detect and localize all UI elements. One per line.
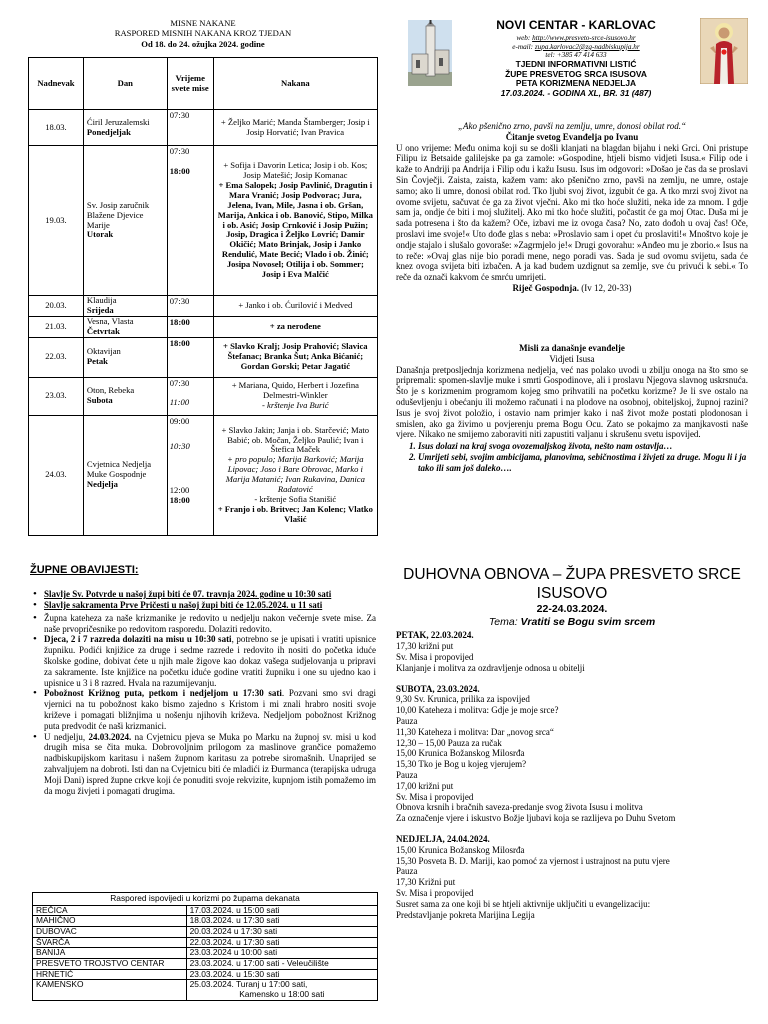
mass-intention: + Slavko Jakin; Janja i ob. Starčević; Mato Babić; ob. Močan, Željko Paulić; Ivan i Štefica Maček	[221, 424, 370, 455]
reflection-section	[396, 343, 748, 474]
mass-intention: + Janko i ob. Ćurilović i Medved	[238, 299, 353, 310]
mass-times	[167, 415, 213, 535]
notice-highlight: Slavlje Sv. Potvrde u našoj župi biti će 07. travnja 2024. godine u 10:30 sati	[44, 589, 332, 600]
mass-time: 18:00	[169, 165, 190, 176]
mass-intention: - krštenje Sofia Stanišić	[254, 493, 337, 504]
retreat-theme: Vratiti se Bogu svim srcem	[520, 615, 656, 628]
schedule-date: 20.03.	[29, 296, 84, 317]
weekday: Utorak	[86, 229, 114, 240]
weekday: Nedjelja	[86, 478, 118, 489]
retreat-program-line: Obnova krsnih i bračnih saveza-predanje svog života Isusu i molitva	[396, 802, 643, 813]
retreat-program-line: Pauza	[396, 769, 418, 780]
confession-parish: MAHIČNO	[33, 916, 187, 927]
schedule-row	[29, 337, 378, 377]
retreat-dates: 22-24.03.2024.	[536, 603, 608, 616]
mass-intention: + za nerođene	[269, 320, 321, 331]
web-line	[455, 34, 697, 42]
notice-bold: 24.03.2024.	[88, 731, 132, 742]
mass-times	[167, 110, 213, 146]
bulletin-header	[455, 18, 697, 99]
retreat-program-line: Sv. Misa i propovijed	[396, 887, 474, 898]
retreat-day-title: NEDJELJA, 24.04.2024.	[396, 833, 490, 844]
confession-parish: KAMENSKO	[33, 980, 187, 1000]
confession-row	[33, 948, 378, 959]
schedule-row	[29, 110, 378, 146]
retreat-program-line: 17,30 križni put	[396, 641, 454, 652]
retreat-program-line: 15,30 Posveta B. D. Mariji, kao pomoć za vjernost i ustrajnost na putu vjere	[396, 855, 670, 866]
confession-time-line: 22.03.2024. u 17:30 sati	[189, 936, 280, 947]
email-link[interactable]: zupa.karlovac2@zg-nadbiskupija.hr	[534, 42, 640, 51]
confession-time	[186, 948, 377, 959]
gospel-text: U ono vrijeme: Među onima koji su se došli klanjati na blagdan bijahu i neki Grci. Oni pristupe Filipu iz Betsaide galilejske pa ga zamole: »Gospodine, htjeli bismo vidjeti Isusa.« Filip ode i kaže to Andriji pa Andrija i Filip odu i kažu Isusu. Isus im odgovori: »Došao je čas da se proslavi Sin Čovječji. Zaista, zaista, kažem vam: ako pšenično zrno, pavši na zemlju, ne umre, ostaje samo; ako li umre, donosi obilat rod. Tko ljubi svoj život, izgubit će ga. A tko mrzi svoj život na ovome svijetu, sačuvat će ga za život vječni. Ako mi tko hoće služiti, neka ide za mnom. I gdje sam ja, ondje će biti i moj služitelj. Ako mi tko hoće služiti, počastit će ga moj Otac. Duša mi je sada potresena i što da kažem? Oče, izbavi me iz ovoga časa? No, zato dođoh u ovaj čas! Oče, proslavi ime svoje!« Uto dođe glas s neba: »Proslavio sam i opet ću proslaviti!« Mnoštvo koje je ondje stajalo i slušalo govoraše: »Zagrmjelo je!« Drugi govorahu: »Anđeo mu je zborio.« Isus na to reče: »Ovaj glas nije bio poradi mene, nego poradi vas. Sada je sud ovomu svijetu, sada će knez ovoga svijeta biti izbačen. A ja kad budem uzdignut sa zemlje, sve ću privući k sebi.« To reče da označi kakvom će smrću umrijeti.	[396, 142, 748, 283]
reflection-point: 2. Umrijeti sebi, svojim ambicijama, planovima, sebičnostima i živjeti za druge. Mogu li i ja tako ili sam još daleko….	[418, 452, 748, 474]
notice-item	[30, 613, 376, 635]
notice-item	[30, 732, 376, 797]
confession-time	[186, 916, 377, 927]
saint-name: Cvjetnica Nedjelja Muke Gospodnje	[86, 459, 152, 480]
mass-intention: + Ema Salopek; Josip Pavlinić, Dragutin i Mara Vranić; Josip Podvorac; Jura, Jelena, Ivan, Mile, Jasna i ob. Gršan, Marija, Ankica i ob. Banović, Stipo, Milka i ob. Asić; Josip Crnković i Josip Pužin; Josip, Dragica i Željko Lovrić; Damir Okičić; Mato Brinjak, Josip i Janko Rendulić, Mate Becić; Vlado i ob. Žinić; Josipa Novosel; Otilija i ob. Sommer; Josip i Eva Malčić	[217, 180, 373, 279]
retreat-program-line: 12,30 – 15,00 Pauza za ručak	[396, 737, 502, 748]
mass-intention: - krštenje Iva Burić	[262, 399, 329, 410]
confession-schedule-table	[32, 892, 378, 1001]
bulletin-line2: ŽUPE PRESVETOG SRCA ISUSOVA	[505, 68, 647, 79]
confession-row	[33, 958, 378, 969]
mass-time: 07:30	[169, 110, 190, 120]
email-label: e-mail:	[512, 42, 534, 51]
church-photo-icon	[408, 20, 452, 86]
web-label: web:	[516, 34, 531, 43]
notice-prefix: U nedjelju,	[44, 731, 89, 742]
retreat-theme-label: Tema:	[488, 615, 518, 628]
retreat-program-line: Klanjanje i molitva za ozdravljenje odnosa u obitelji	[396, 662, 585, 673]
mass-intention: + Sofija i Davorin Letica; Josip i ob. Kos; Josip Matešić; Josip Komanac	[223, 160, 368, 181]
retreat-program-line: 15,00 Krunica Božanskog Milosrđa	[396, 844, 525, 855]
confession-time	[186, 958, 377, 969]
notice-bold: Djeca, 2 i 7 razreda dolaziti na misu u 10:30 sati	[44, 634, 232, 645]
reflection-points	[418, 441, 748, 473]
confession-row	[33, 926, 378, 937]
schedule-day	[83, 110, 167, 146]
gospel-closing-line	[396, 283, 748, 294]
retreat-day-title: PETAK, 22.03.2024.	[396, 630, 474, 641]
schedule-heading-line2: RASPORED MISNIH NAKANA KROZ TJEDAN	[114, 28, 292, 39]
retreat-program-line: 15,30 Tko je Bog u kojeg vjerujem?	[396, 759, 527, 770]
mass-times	[167, 337, 213, 377]
mass-time: 07:30	[169, 296, 190, 306]
retreat-program-line: Predstavljanje pokreta Marijina Legija	[396, 909, 535, 920]
notice-text: na Cvjetnicu pjeva se Muka po Marku na župnoj sv. misi u kod drugih misa se čita muka. Dobrovoljnim prilogom za maslinove grančice pomažemo nadbiskupijskom karitasu i našem župnom karitasu za potrebe siromašnih. Unaprijed se zahvaljujem na dobroti. Isti dan na Cvjetnicu biti će mladići iz Đurmanca (terapijska udruga Moji Dani) ispred župne crkve koji će ponuditi svoje rekvizite, kupnjom istih pomažemo im da mogu živjeti i pomagati drugima.	[44, 731, 376, 796]
schedule-date: 22.03.	[29, 337, 84, 377]
saint-name: Oktavijan	[86, 346, 121, 357]
col-header-intentions: Nakana	[213, 58, 377, 110]
sacred-heart-image-icon	[700, 18, 748, 84]
reflection-text: Današnja pretposljednja korizmena nedjelja, već nas polako uvodi u zbilju onoga na što smo se pripremali: spomen-slavlje muke i smrti Gospodinove, ali i proslavu Njegova slavnog uskrsnuća. Što je s korizmenim programom kojeg smo prihvatili na početku korizme? Je li sve ostalo na oduševljenju i obećanju ili možemo računati i na plodove na osobnoj, obiteljskoj, župnoj razini? Isus je svoj život položio, i ostavio nam primjer kako i naš život može postati plodonosan i smislen, ako ga živimo u povjerenju prema Bogu Ocu. Zato se pokajmo za manjkavosti naše vjere. Nikako ne smijemo zaboraviti niti zapustiti valjanu i skrušenu svetu ispovijed.	[396, 364, 748, 440]
schedule-heading-line1: MISNE NAKANE	[170, 18, 236, 28]
confession-time-line: 18.03.2024. u 17:30 sati	[189, 915, 280, 926]
notice-item	[30, 589, 376, 600]
confession-time	[186, 980, 377, 1000]
notice-item	[30, 634, 376, 688]
saint-name: Oton, Rebeka	[86, 385, 135, 396]
saint-name: Vesna, Vlasta	[86, 315, 134, 326]
saint-name: Ćiril Jeruzalemski	[86, 116, 150, 127]
mass-time: 09:00	[169, 415, 190, 426]
mass-intentions	[213, 337, 377, 377]
schedule-day	[83, 316, 167, 337]
schedule-date: 21.03.	[29, 316, 84, 337]
retreat-day	[396, 630, 748, 673]
gospel-heading: Čitanje svetog Evanđelja po Ivanu	[505, 131, 639, 142]
mass-intention: + Franjo i ob. Britvec; Jan Kolenc; Vlatko Vlašić	[217, 503, 373, 524]
schedule-heading	[28, 18, 378, 49]
mass-time: 07:30	[169, 377, 190, 388]
col-header-day: Dan	[83, 58, 167, 110]
bulletin-line1: TJEDNI INFORMATIVNI LISTIĆ	[515, 58, 637, 69]
mass-time: 18:00	[169, 495, 190, 506]
mass-intentions	[213, 146, 377, 296]
mass-time: 18:00	[169, 337, 190, 348]
notices-list	[30, 589, 376, 796]
mass-intention: + Željko Marić; Manda Štamberger; Josip i Josip Horvatić; Ivan Pravica	[220, 116, 370, 137]
confession-time	[186, 926, 377, 937]
notice-text: . Pozvani smo svi dragi vjernici na tu pobožnost kako bismo zajedno s Kristom i mi znali hrabro nositi svoje križeve i pomagati bližnjima u nošenju njihovih križeva. Nedjeljom pobožnost Križnog puta predvodit će naši krizmanici.	[44, 688, 376, 731]
mass-intention: + pro populo; Marija Barković; Marija Lipovac; Joso i Bare Obrovac, Marko i Marija Matanić; Ivan Rukavina, Danica Radatović	[225, 454, 365, 494]
mass-intentions	[213, 377, 377, 415]
retreat-program-line: Pauza	[396, 866, 418, 877]
retreat-day	[396, 684, 748, 824]
retreat-theme-line	[396, 616, 748, 629]
notice-text: Župna kateheza za naše krizmanike je redovito u nedjelju nakon večernje svete mise. Za naše prvopričesnike po redovitom rasporedu. Dolaziti redovito.	[44, 612, 376, 634]
schedule-row	[29, 316, 378, 337]
confession-parish: DUBOVAC	[33, 926, 187, 937]
confession-time-line: 25.03.2024. Turanj u 17:00 sati,	[189, 979, 308, 990]
mass-time: 11:00	[169, 397, 190, 408]
confession-row	[33, 905, 378, 916]
schedule-day	[83, 415, 167, 535]
schedule-day	[83, 337, 167, 377]
schedule-body	[29, 110, 378, 536]
confession-parish: ŠVARČA	[33, 937, 187, 948]
mass-intentions	[213, 296, 377, 317]
mass-time: 10:30	[169, 441, 190, 452]
confession-time-line: 20.03.2024 u 17:30 sati	[189, 925, 278, 936]
schedule-day	[83, 296, 167, 317]
schedule-subheading: Od 18. do 24. ožujka 2024. godine	[141, 38, 265, 49]
retreat-program-line: Sv. Misa i propovijed	[396, 791, 474, 802]
schedule-date: 24.03.	[29, 415, 84, 535]
schedule-date: 19.03.	[29, 146, 84, 296]
retreat-program-line: 9,30 Sv. Krunica, prilika za ispovijed	[396, 694, 530, 705]
confession-time-line: 17.03.2024. u 15:00 sati	[189, 904, 280, 915]
mass-time: 07:30	[169, 146, 190, 156]
confession-time-line: 23.03.2024. u 17:00 sati - Veleučilište	[189, 957, 329, 968]
retreat-program-line: Sv. Misa i propovijed	[396, 651, 474, 662]
mass-time: 18:00	[169, 316, 190, 327]
confession-row	[33, 980, 378, 1000]
confession-parish: PRESVETO TROJSTVO CENTAR	[33, 958, 187, 969]
confession-caption: Raspored ispovijedi u korizmi po župama dekanata	[33, 893, 378, 906]
notice-item	[30, 688, 376, 731]
confession-time-line: Kamensko u 18:00 sati	[239, 988, 325, 999]
weekday: Srijeda	[86, 304, 114, 315]
confession-parish: HRNETIĆ	[33, 969, 187, 980]
parish-name: NOVI CENTAR - KARLOVAC	[496, 18, 656, 32]
retreat-program-line: 17,30 Križni put	[396, 877, 456, 888]
schedule-day	[83, 377, 167, 415]
gospel-section	[396, 121, 748, 294]
mass-times	[167, 377, 213, 415]
saint-name: Sv. Josip zaručnik Blažene Djevice Marije	[86, 199, 150, 230]
schedule-row	[29, 415, 378, 535]
notice-bold: Pobožnost Križnog puta, petkom i nedjeljom u 17:30 sati	[44, 688, 282, 699]
confession-rows	[33, 905, 378, 1000]
reflection-subtitle: Vidjeti Isusa	[549, 353, 595, 364]
retreat-program-line: Pauza	[396, 715, 418, 726]
mass-intention: + Slavko Kralj; Josip Prahović; Slavica Štefanac; Branka Šut; Anka Bićanić; Gordan Gorski; Petar Jagatić	[223, 341, 368, 371]
mass-intentions	[213, 415, 377, 535]
saint-name: Klaudija	[86, 295, 117, 305]
mass-times	[167, 316, 213, 337]
email-line	[455, 43, 697, 51]
confession-row	[33, 969, 378, 980]
web-link[interactable]: http://www.presveto-srce-isusovo.hr	[532, 34, 636, 43]
retreat-title: DUHOVNA OBNOVA – ŽUPA PRESVETO SRCE ISUSOVO	[403, 566, 741, 602]
confession-parish: REČICA	[33, 905, 187, 916]
gospel-reference: (Iv 12, 20-33)	[581, 282, 632, 293]
confession-parish: BANIJA	[33, 948, 187, 959]
mass-intention: + Mariana, Quido, Herbert i Jozefina Delmestri-Winkler	[231, 380, 359, 401]
col-header-time: Vrijeme svete mise	[167, 58, 213, 110]
schedule-row	[29, 146, 378, 296]
weekday: Ponedjeljak	[86, 126, 131, 137]
notice-text: , potrebno se je upisati i vratiti upisnice župniku. Podići knjižice za druge i sedme razrede i redovito ih nositi do početka iduće školske godine, dobivat ćete u njih male žigove kao dokaz vašega sudjelovanja u pripravi za sakramente. Iste knjižice na početku iduće godine vratiti župniku i one su ujedno kao i upisnice u 3 i 8 razred. Hvala na razumijevanju.	[44, 634, 376, 688]
mass-intentions	[213, 110, 377, 146]
mass-intentions	[213, 316, 377, 337]
parish-notices	[30, 564, 376, 796]
confession-time-line: 23.03.2024 u 10:00 sati	[189, 947, 278, 958]
confession-row	[33, 937, 378, 948]
gospel-closing: Riječ Gospodnja.	[512, 282, 579, 293]
col-header-date: Nadnevak	[29, 58, 84, 110]
retreat-days	[396, 630, 748, 920]
confession-time	[186, 905, 377, 916]
mass-schedule-table	[28, 57, 378, 536]
confession-time	[186, 937, 377, 948]
retreat-program-line: 15,00 Krunica Božanskog Milosrđa	[396, 748, 525, 759]
notice-item	[30, 600, 376, 611]
retreat-program-line: 17,00 križni put	[396, 780, 454, 791]
retreat-day	[396, 834, 748, 920]
schedule-date: 23.03.	[29, 377, 84, 415]
retreat-day-title: SUBOTA, 23.03.2024.	[396, 683, 480, 694]
confession-time-line: 23.03.2024. u 15:30 sati	[189, 968, 280, 979]
schedule-day	[83, 146, 167, 296]
confession-row	[33, 916, 378, 927]
retreat-program-line: Za označenje vjere i iskustvo Božje ljubavi koja se razlijeva po Duhu Svetom	[396, 813, 676, 824]
schedule-row	[29, 377, 378, 415]
mass-times	[167, 296, 213, 317]
weekday: Četvrtak	[86, 325, 120, 336]
mass-time: 12:00	[169, 485, 190, 496]
weekday: Petak	[86, 356, 108, 366]
schedule-date: 18.03.	[29, 110, 84, 146]
bulletin-issue: 17.03.2024. - GODINA XL, BR. 31 (487)	[500, 88, 652, 99]
gospel-quote: „Ako pšenično zrno, pavši na zemlju, umre, donosi obilat rod.“	[457, 121, 687, 131]
schedule-row	[29, 296, 378, 317]
phone: tel: +385 47 414 633	[545, 51, 607, 60]
notices-title: ŽUPNE OBAVIJESTI:	[30, 564, 139, 576]
retreat-program-line: 11,30 Kateheza i molitva: Dar „novog srca“	[396, 726, 554, 737]
confession-time	[186, 969, 377, 980]
reflection-point: 1. Isus dolazi na kraj svoga ovozemaljskog života, nešto nam ostavlja…	[418, 441, 748, 452]
bulletin-line3: PETA KORIZMENA NEDJELJA	[515, 78, 637, 89]
retreat-program-line: Susret sama za one koji bi se htjeli aktivnije uključiti u evangelizaciju:	[396, 898, 651, 909]
retreat-section	[396, 566, 748, 920]
weekday: Subota	[86, 395, 113, 405]
mass-times	[167, 146, 213, 296]
retreat-program-line: 10,00 Kateheza i molitva: Gdje je moje srce?	[396, 705, 559, 716]
notice-highlight: Slavlje sakramenta Prve Pričesti u našoj župi biti će 12.05.2024. u 11 sati	[44, 599, 323, 610]
reflection-title: Misli za današnje evanđelje	[519, 343, 625, 353]
